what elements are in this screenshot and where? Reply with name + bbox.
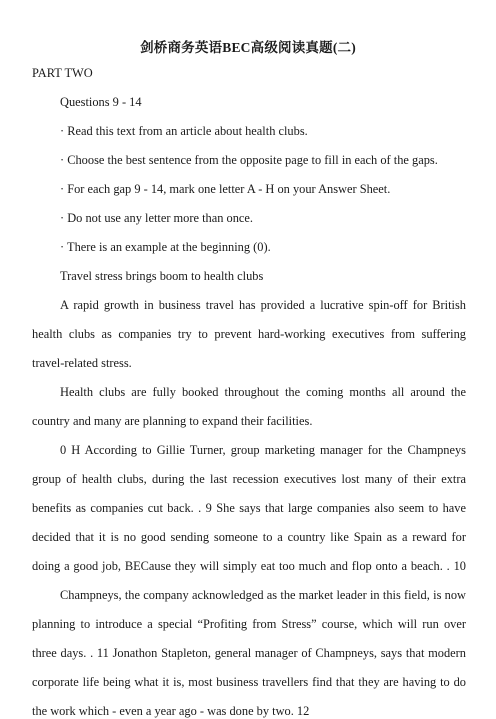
paragraph-line: country and many are planning to expand their facilities. [32, 414, 313, 428]
instruction-item: · Read this text from an article about health clubs. [60, 124, 308, 138]
document-title: 剑桥商务英语BEC高级阅读真题(二) [140, 40, 356, 55]
instruction-item: · Do not use any letter more than once. [60, 211, 254, 225]
paragraph-line: doing a good job, BECause they will simply eat too much and flop onto a beach. . 10 [32, 559, 466, 573]
paragraph-line: Champneys, the company acknowledged as the market leader in this field, is now [60, 588, 466, 602]
instruction-item: · Choose the best sentence from the opposite page to fill in each of the gaps. [60, 153, 438, 167]
paragraph-line: Health clubs are fully booked throughout the coming months all around the [60, 385, 466, 399]
paragraph-line: travel-related stress. [32, 356, 132, 370]
paragraph-line: 0 H According to Gillie Turner, group marketing manager for the Champneys [60, 443, 466, 457]
questions-range: Questions 9 - 14 [60, 95, 142, 109]
paragraph-line: corporate life being what it is, most business travellers find that they are having to do [32, 675, 466, 689]
paragraph-line: A rapid growth in business travel has provided a lucrative spin-off for British [60, 298, 466, 312]
paragraph-line: planning to introduce a special “Profiting from Stress” course, which will run over [32, 617, 466, 631]
paragraph-line: the work which - even a year ago - was done by two. 12 [32, 704, 310, 718]
instruction-item: · There is an example at the beginning (0). [60, 240, 271, 254]
paragraph-line: benefits as companies cut back. . 9 She says that large companies also seem to have [32, 501, 466, 515]
paragraph-line: group of health clubs, during the last recession executives lost many of their extra [32, 472, 466, 486]
paragraph-line: three days. . 11 Jonathon Stapleton, general manager of Champneys, says that modern [32, 646, 466, 660]
paragraph-line: health clubs as companies try to prevent hard-working executives from suffering [32, 327, 466, 341]
instruction-item: · For each gap 9 - 14, mark one letter A - H on your Answer Sheet. [60, 182, 391, 196]
part-heading: PART TWO [32, 66, 93, 80]
article-title: Travel stress brings boom to health clubs [60, 269, 264, 283]
paragraph-line: decided that it is no good sending someone to a country like Spain as a reward for [32, 530, 466, 544]
